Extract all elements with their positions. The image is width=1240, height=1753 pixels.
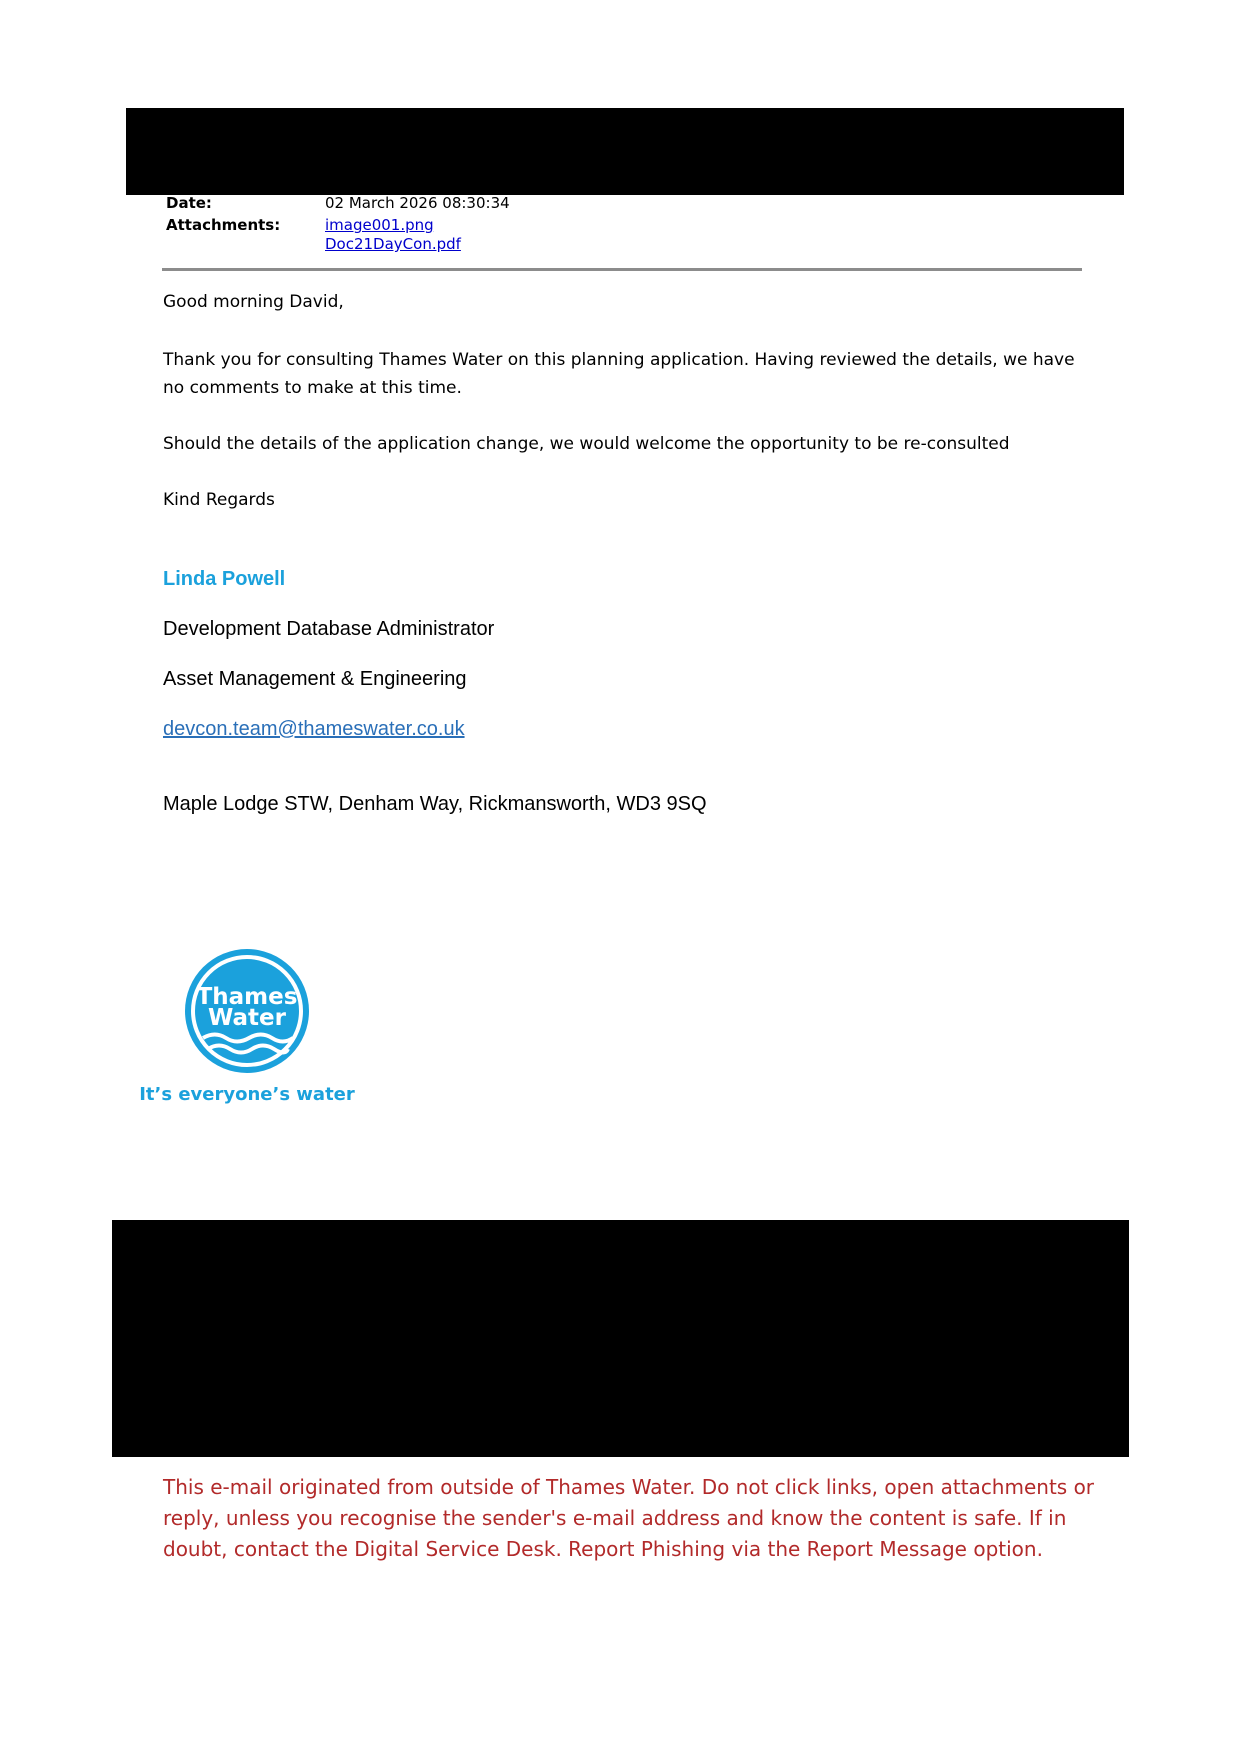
thames-water-logo — [139, 945, 355, 1115]
signature-title: Development Database Administrator — [163, 618, 495, 640]
logo-text-line1: Thames — [196, 984, 298, 1010]
logo-tagline: It’s everyone’s water — [139, 1084, 355, 1105]
external-email-warning: This e-mail originated from outside of Thames Water. Do not click links, open attachments or reply, unless you recognise the sender's e-mail address and know the content is safe. If in doubt, contact the Digital Service Desk. Report Phishing via the Report Message option. — [163, 1475, 1095, 1561]
attachments-label: Attachments: — [166, 216, 281, 234]
logo-text-line2: Water — [207, 1005, 287, 1031]
greeting: Good morning David, — [163, 292, 344, 312]
redacted-footer-block — [112, 1220, 1129, 1457]
attachment-link-pdf[interactable]: Doc21DayCon.pdf — [325, 235, 461, 253]
signature-name: Linda Powell — [163, 568, 286, 590]
body-paragraph-1: Thank you for consulting Thames Water on this planning application. Having reviewed the details, we have no comments to make at this time. — [163, 350, 1075, 398]
attachment-link-image[interactable]: image001.png — [325, 216, 434, 234]
signature-department: Asset Management & Engineering — [163, 668, 467, 690]
date-label: Date: — [166, 194, 212, 212]
body-paragraph-2: Should the details of the application change, we would welcome the opportunity to be re-consulted — [163, 434, 1010, 454]
header-divider — [162, 268, 1082, 271]
date-value: 02 March 2026 08:30:34 — [325, 194, 510, 212]
signature-address: Maple Lodge STW, Denham Way, Rickmansworth, WD3 9SQ — [163, 793, 707, 815]
closing: Kind Regards — [163, 490, 275, 510]
redacted-header-block — [126, 108, 1124, 195]
signature-email-link[interactable]: devcon.team@thameswater.co.uk — [163, 718, 465, 740]
